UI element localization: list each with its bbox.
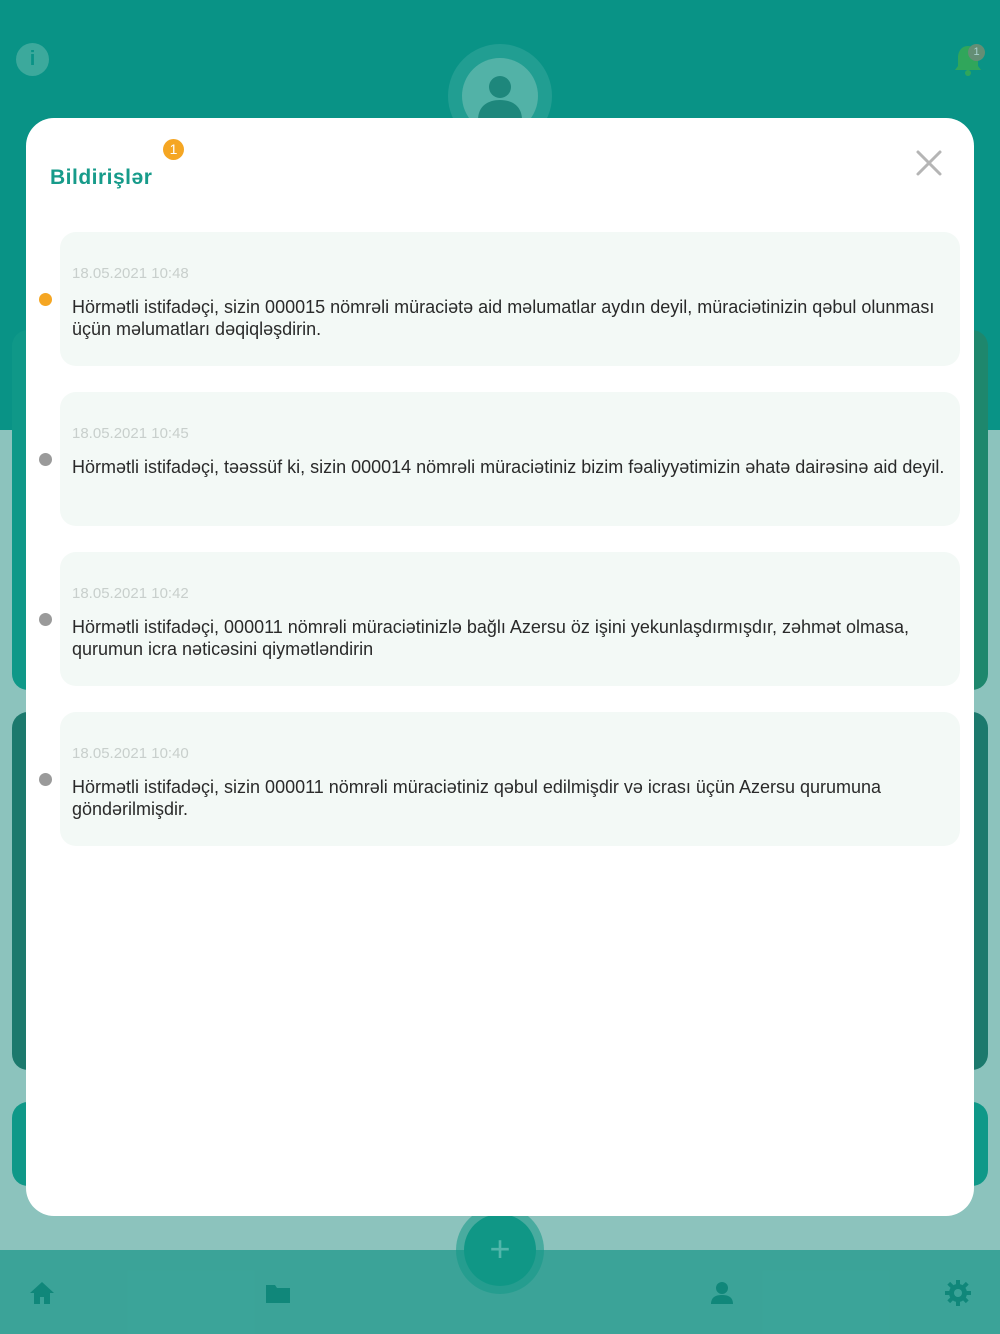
notification-time: 18.05.2021 10:42 xyxy=(72,585,189,602)
notification-item[interactable] xyxy=(26,232,974,366)
bell-badge: 1 xyxy=(968,44,985,61)
read-indicator-dot xyxy=(39,613,52,626)
notification-time: 18.05.2021 10:48 xyxy=(72,265,189,282)
notification-card[interactable] xyxy=(60,232,960,366)
notification-item[interactable] xyxy=(26,712,974,846)
read-indicator-dot xyxy=(39,773,52,786)
unread-indicator-dot xyxy=(39,293,52,306)
notification-text: Hörmətli istifadəçi, təəssüf ki, sizin 000014 nömrəli müraciətiniz bizim fəaliyyətimizin əhatə dairəsinə aid deyil. xyxy=(72,457,945,477)
info-icon[interactable]: i xyxy=(16,43,49,76)
notification-item[interactable] xyxy=(26,392,974,526)
notification-text: Hörmətli istifadəçi, sizin 000015 nömrəli müraciətə aid məlumatlar aydın deyil, müraciətinizin qəbul olunması üçün məlumatları dəqiqləşdirin. xyxy=(72,297,935,339)
notification-card[interactable] xyxy=(60,712,960,846)
notification-card[interactable] xyxy=(60,392,960,526)
close-icon[interactable] xyxy=(912,146,946,180)
notification-time: 18.05.2021 10:45 xyxy=(72,425,189,442)
notification-card[interactable] xyxy=(60,552,960,686)
notification-text: Hörmətli istifadəçi, sizin 000011 nömrəli müraciətiniz qəbul edilmişdir və icrası üçün Azersu qurumuna göndərilmişdir. xyxy=(72,777,882,819)
add-request-button[interactable]: + xyxy=(464,1214,536,1286)
notifications-modal xyxy=(26,118,974,1216)
read-indicator-dot xyxy=(39,453,52,466)
notification-item[interactable] xyxy=(26,552,974,686)
notification-time: 18.05.2021 10:40 xyxy=(72,745,189,762)
notification-text: Hörmətli istifadəçi, 000011 nömrəli müraciətinizlə bağlı Azersu öz işini yekunlaşdırmışdır, zəhmət olmasa, qurumun icra nəticəsini qiymətləndirin xyxy=(72,617,910,659)
modal-title: Bildirişlər xyxy=(50,166,153,189)
unread-count-badge: 1 xyxy=(163,139,184,160)
